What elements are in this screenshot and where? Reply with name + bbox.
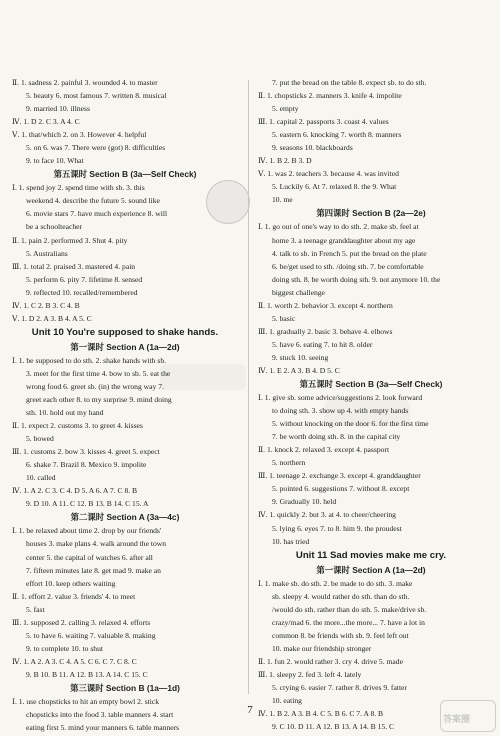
unit-title: Unit 10 You're supposed to shake hands. <box>31 326 219 338</box>
section-heading: 第五课时 Section B (3a—Self Check) <box>53 169 197 180</box>
answer-line: 9. Gradually 10. held <box>272 497 337 507</box>
answer-line: Ⅴ. 1. D 2. A 3. B 4. A 5. C <box>12 313 92 323</box>
answer-line: Ⅱ. 1. expect 2. customs 3. to greet 4. kisses <box>12 421 143 431</box>
answer-line: Ⅰ. 1. be relaxed about time 2. drop by our friends' <box>12 526 162 536</box>
answer-line: Ⅰ. 1. be supposed to do sth. 2. shake hands with sb. <box>12 355 167 365</box>
answer-line: 9. C 10. D 11. A 12. B 13. A 14. B 15. C <box>272 722 395 732</box>
answer-line: eating first 5. mind your manners 6. table manners <box>26 723 180 733</box>
answer-line: Ⅳ. 1. C 2. B 3. C 4. B <box>12 300 80 310</box>
answer-line: Ⅲ. 1. customs 2. bow 3. kisses 4. greet 5. expect <box>12 447 160 457</box>
answer-line: 10. eating <box>272 696 302 706</box>
answer-line: 5. fast <box>26 604 45 614</box>
answer-line: Ⅱ. 1. fun 2. would rather 3. cry 4. drive 5. made <box>258 656 403 666</box>
watermark-logo-text: 答案圈 <box>443 714 471 724</box>
answer-line: 10. called <box>26 473 56 483</box>
answer-line: houses 3. make plans 4. walk around the town <box>26 539 167 549</box>
answer-line: doing sth. 8. be worth doing sth. 9. not anymore 10. the <box>272 274 441 284</box>
answer-line: 6. shake 7. Brazil 8. Mexico 9. impolite <box>26 460 147 470</box>
section-heading: 第五课时 Section B (3a—Self Check) <box>299 379 443 390</box>
answer-line: 5. Australians <box>26 248 68 258</box>
answer-line: 9. seasons 10. blackboards <box>272 143 353 153</box>
answer-line: 5. have 6. eating 7. to hit 8. older <box>272 339 373 349</box>
section-heading: 第一课时 Section A (1a—2d) <box>70 341 180 352</box>
answer-line: Ⅱ. 1. sadness 2. painful 3. wounded 4. to master <box>12 78 158 87</box>
answer-line: 5. to have 6. waiting 7. valuable 8. making <box>26 630 156 640</box>
answer-line: Ⅴ. 1. that/which 2. on 3. However 4. helpful <box>12 130 147 140</box>
answer-line: Ⅴ. 1. was 2. teachers 3. because 4. was invited <box>258 169 399 179</box>
page-number: 7 <box>247 704 253 716</box>
answer-line: 9. stuck 10. seeing <box>272 352 329 362</box>
answer-line: be a schoolteacher <box>26 222 83 232</box>
answer-line: Ⅱ. 1. pain 2. performed 3. Shut 4. pity <box>12 235 128 245</box>
answer-line: 5. Luckily 6. At 7. relaxed 8. the 9. What <box>272 182 397 192</box>
answer-line: Ⅲ. 1. sleepy 2. fed 3. left 4. lately <box>258 669 362 679</box>
answer-line: 6. movie stars 7. have much experience 8. will <box>26 209 168 219</box>
answer-line: 5. eastern 6. knocking 7. worth 8. manners <box>272 130 402 140</box>
answer-line: Ⅳ. 1. D 2. C 3. A 4. C <box>12 117 80 127</box>
answer-line: greet each other 8. to my surprise 9. mind doing <box>26 394 172 404</box>
answer-line: Ⅰ. 1. spend joy 2. spend time with sb. 3. this <box>12 183 145 193</box>
section-heading: 第三课时 Section B (1a—1d) <box>70 682 180 693</box>
answer-line: Ⅳ. 1. quickly 2. but 3. at 4. to cheer/cheering <box>258 510 396 520</box>
answer-line: 5. crying 6. easier 7. rather 8. drives 9. fatter <box>272 682 407 692</box>
answer-line: effort 10. keep others waiting <box>26 578 116 588</box>
answer-line: Ⅱ. 1. chopsticks 2. manners 3. knife 4. impolite <box>258 91 402 101</box>
answer-line: center 5. the capital of watches 6. after all <box>26 552 153 562</box>
answer-line: home 3. a teenage granddaughter about my age <box>272 235 416 245</box>
section-heading: 第四课时 Section B (2a—2e) <box>316 208 426 219</box>
answer-line: 9. B 10. B 11. A 12. B 13. A 14. C 15. C <box>26 669 148 679</box>
answer-line: Ⅲ. 1. capital 2. passports 3. coast 4. values <box>258 117 389 127</box>
section-heading: 第一课时 Section A (1a—2d) <box>316 564 426 575</box>
answer-line: Ⅲ. 1. gradually 2. basic 3. behave 4. elbows <box>258 326 393 336</box>
answer-line: 5. lying 6. eyes 7. to 8. him 9. the proudest <box>272 523 402 533</box>
left-column <box>12 76 238 734</box>
answer-line: Ⅳ. 1. B 2. A 3. B 4. C 5. B 6. C 7. A 8. B <box>258 709 384 719</box>
answer-line: 9. D 10. A 11. C 12. B 13. B 14. C 15. A <box>26 499 149 509</box>
answer-line: /would do sth. rather than do sth. 5. make/drive sb. <box>272 604 427 614</box>
answer-line: 9. married 10. illness <box>26 104 90 114</box>
answer-line: 9. reflected 10. recalled/remembered <box>26 287 138 297</box>
answer-line: Ⅰ. 1. go out of one's way to do sth. 2. make sb. feel at <box>258 222 419 232</box>
answer-line: Ⅳ. 1. A 2. A 3. C 4. A 5. C 6. C 7. C 8. C <box>12 656 137 666</box>
answer-line: Ⅰ. 1. make sb. do sth. 2. be made to do sth. 3. make <box>258 578 413 588</box>
answer-line: sth. 10. hold out my hand <box>26 408 104 418</box>
answer-line: 3. meet for the first time 4. bow to sb. 5. eat the <box>26 368 171 378</box>
answer-line: 9. to complete 10. to shut <box>26 643 103 653</box>
answer-line: 5. without knocking on the door 6. for the first time <box>272 419 429 429</box>
answer-line: 5. basic <box>272 313 296 323</box>
answer-line: to doing sth. 3. show up 4. with empty hands <box>272 406 409 416</box>
answer-line: 5. beauty 6. most famous 7. written 8. musical <box>26 91 167 101</box>
answer-line: Ⅱ. 1. knock 2. relaxed 3. except 4. passport <box>258 445 390 455</box>
answer-line: 6. be/get used to sth. /doing sth. 7. be comfortable <box>272 261 424 271</box>
answer-line: 5. northern <box>272 458 306 468</box>
answer-line: 4. talk to sb. in French 5. put the bread on the plate <box>272 248 427 258</box>
answer-line: 5. bowed <box>26 434 54 444</box>
answer-line: chopsticks into the food 3. table manners 4. start <box>26 710 174 720</box>
column-divider <box>248 80 249 694</box>
answer-line: crazy/mad 6. the more...the more... 7. have a lot in <box>272 617 425 627</box>
answer-line: 5. pointed 6. suggestions 7. without 8. except <box>272 484 410 494</box>
answer-line: Ⅳ. 1. E 2. A 3. B 4. D 5. C <box>258 365 340 375</box>
answer-line: 10. make our friendship stronger <box>272 643 372 653</box>
unit-title: Unit 11 Sad movies make me cry. <box>295 549 447 561</box>
answer-line: Ⅲ. 1. teenage 2. exchange 3. except 4. granddaughter <box>258 471 421 481</box>
answer-line: Ⅲ. 1. total 2. praised 3. mastered 4. pain <box>12 261 136 271</box>
answer-line: 7. be worth doing sth. 8. in the capital city <box>272 432 401 442</box>
answer-line: Ⅱ. 1. worth 2. behavior 3. except 4. northern <box>258 300 393 310</box>
section-heading: 第二课时 Section A (3a—4c) <box>70 512 180 523</box>
answer-line: 10. has tried <box>272 536 310 546</box>
answer-line: 5. perform 6. pity 7. lifetime 8. sensed <box>26 274 143 284</box>
answer-line: 7. fifteen minutes late 8. get mad 9. make an <box>26 565 161 575</box>
right-column <box>258 76 484 733</box>
answer-line: Ⅰ. 1. give sb. some advice/suggestions 2. look forward <box>258 393 423 403</box>
answer-line: sb. sleepy 4. would rather do sth. than do sth. <box>272 591 410 601</box>
answer-line: Ⅳ. 1. A 2. C 3. C 4. D 5. A 6. A 7. C 8. B <box>12 486 138 496</box>
answer-line: 9. to face 10. What <box>26 156 84 166</box>
answer-line: Ⅱ. 1. effort 2. value 3. friends' 4. to meet <box>12 591 136 601</box>
answer-line: wrong food 6. greet sb. (in) the wrong way 7. <box>26 381 164 391</box>
answer-line: Ⅰ. 1. use chopsticks to hit an empty bowl 2. stick <box>12 696 160 706</box>
answer-line: 5. on 6. was 7. There were (got) 8. difficulties <box>26 143 166 153</box>
answer-line: biggest challenge <box>272 287 325 297</box>
answer-line: Ⅲ. 1. supposed 2. calling 3. relaxed 4. efforts <box>12 617 151 627</box>
answer-line: common 8. be friends with sb. 9. feel left out <box>272 630 409 640</box>
answer-line: weekend 4. describe the future 5. sound like <box>26 196 160 206</box>
answer-line: 7. put the bread on the table 8. expect sb. to do sth. <box>272 78 427 87</box>
answer-line: Ⅳ. 1. B 2. B 3. D <box>258 156 312 166</box>
answer-line: 10. me <box>272 195 293 205</box>
answer-line: 5. empty <box>272 104 299 114</box>
